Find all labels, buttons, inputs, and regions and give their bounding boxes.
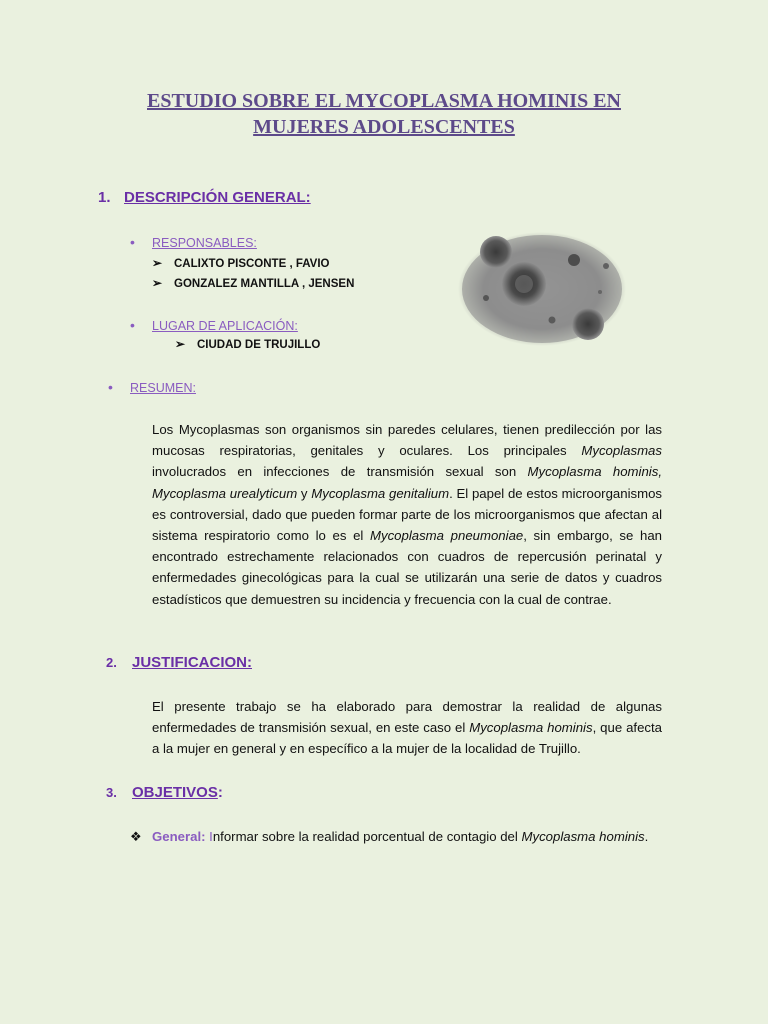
resumen-paragraph: Los Mycoplasmas son organismos sin paredes celulares, tienen predilección por las mucosas respiratorias, genitales y oculares. Los principales Mycoplasmas involucrados en infecciones de transmisión sexual son Mycoplasma hominis, Mycoplasma urealyticum y Mycoplasma genitalium. El papel de estos microorganismos es controversial, dado que pueden formar parte de los microorganismos que afectan al sistema respiratorio como lo es el Mycoplasma pneumoniae, sin embargo, se han encontrado estrechamente relacionados con cuadros de repercusión perinatal y enfermedades ginecológicas para la cual se utilizarán una serie de datos y cuadros estadísticos que demuestren su incidencia y frecuencia con la cual de contrae. [152, 422, 663, 607]
title-line-2: MUJERES ADOLESCENTES [253, 116, 515, 138]
bullet-icon: • [130, 234, 135, 250]
bullet-label: RESPONSABLES: [152, 236, 257, 250]
bullet-resumen [108, 379, 196, 395]
section-label: DESCRIPCIÓN GENERAL: [124, 189, 311, 206]
title-line-1: ESTUDIO SOBRE EL MYCOPLASMA HOMINIS EN [147, 90, 621, 112]
lugar-item: ➢ CIUDAD DE TRUJILLO [175, 337, 321, 351]
bullet-label: LUGAR DE APLICACIÓN: [152, 319, 298, 333]
section-heading-objetivos: 3. OBJETIVOS: [106, 784, 223, 801]
justificacion-paragraph: El presente trabajo se ha elaborado para demostrar la realidad de algunas enfermedades de transmisión sexual, en este caso el Mycoplasma hominis, que afecta a la mujer en general y en específico a la mujer de la localidad de Trujillo. [152, 699, 662, 757]
section-number: 2. [106, 655, 117, 670]
responsable-item: ➢ GONZALEZ MANTILLA , JENSEN [152, 276, 355, 290]
bullet-lugar [130, 317, 298, 333]
objetivo-general: ❖ General: Informar sobre la realidad porcentual de contagio del Mycoplasma hominis. [130, 826, 662, 847]
mycoplasma-micrograph [458, 232, 626, 346]
section-label: OBJETIVOS [132, 784, 218, 801]
diamond-star-icon: ❖ [130, 829, 142, 844]
section-heading-justificacion [106, 654, 252, 671]
general-label: General: [152, 829, 210, 844]
bullet-responsables [130, 234, 257, 250]
document-title [100, 88, 668, 140]
bullet-label: RESUMEN: [130, 381, 196, 395]
section-label: JUSTIFICACION: [132, 654, 252, 671]
arrow-icon: ➢ [152, 276, 163, 290]
bullet-icon: • [108, 379, 113, 395]
bullet-icon: • [130, 317, 135, 333]
arrow-icon: ➢ [175, 337, 186, 351]
section-number: 1. [98, 189, 111, 206]
section-heading-descripcion [98, 189, 311, 206]
section-number: 3. [106, 785, 117, 800]
arrow-icon: ➢ [152, 256, 163, 270]
responsable-item: ➢ CALIXTO PISCONTE , FAVIO [152, 256, 330, 270]
